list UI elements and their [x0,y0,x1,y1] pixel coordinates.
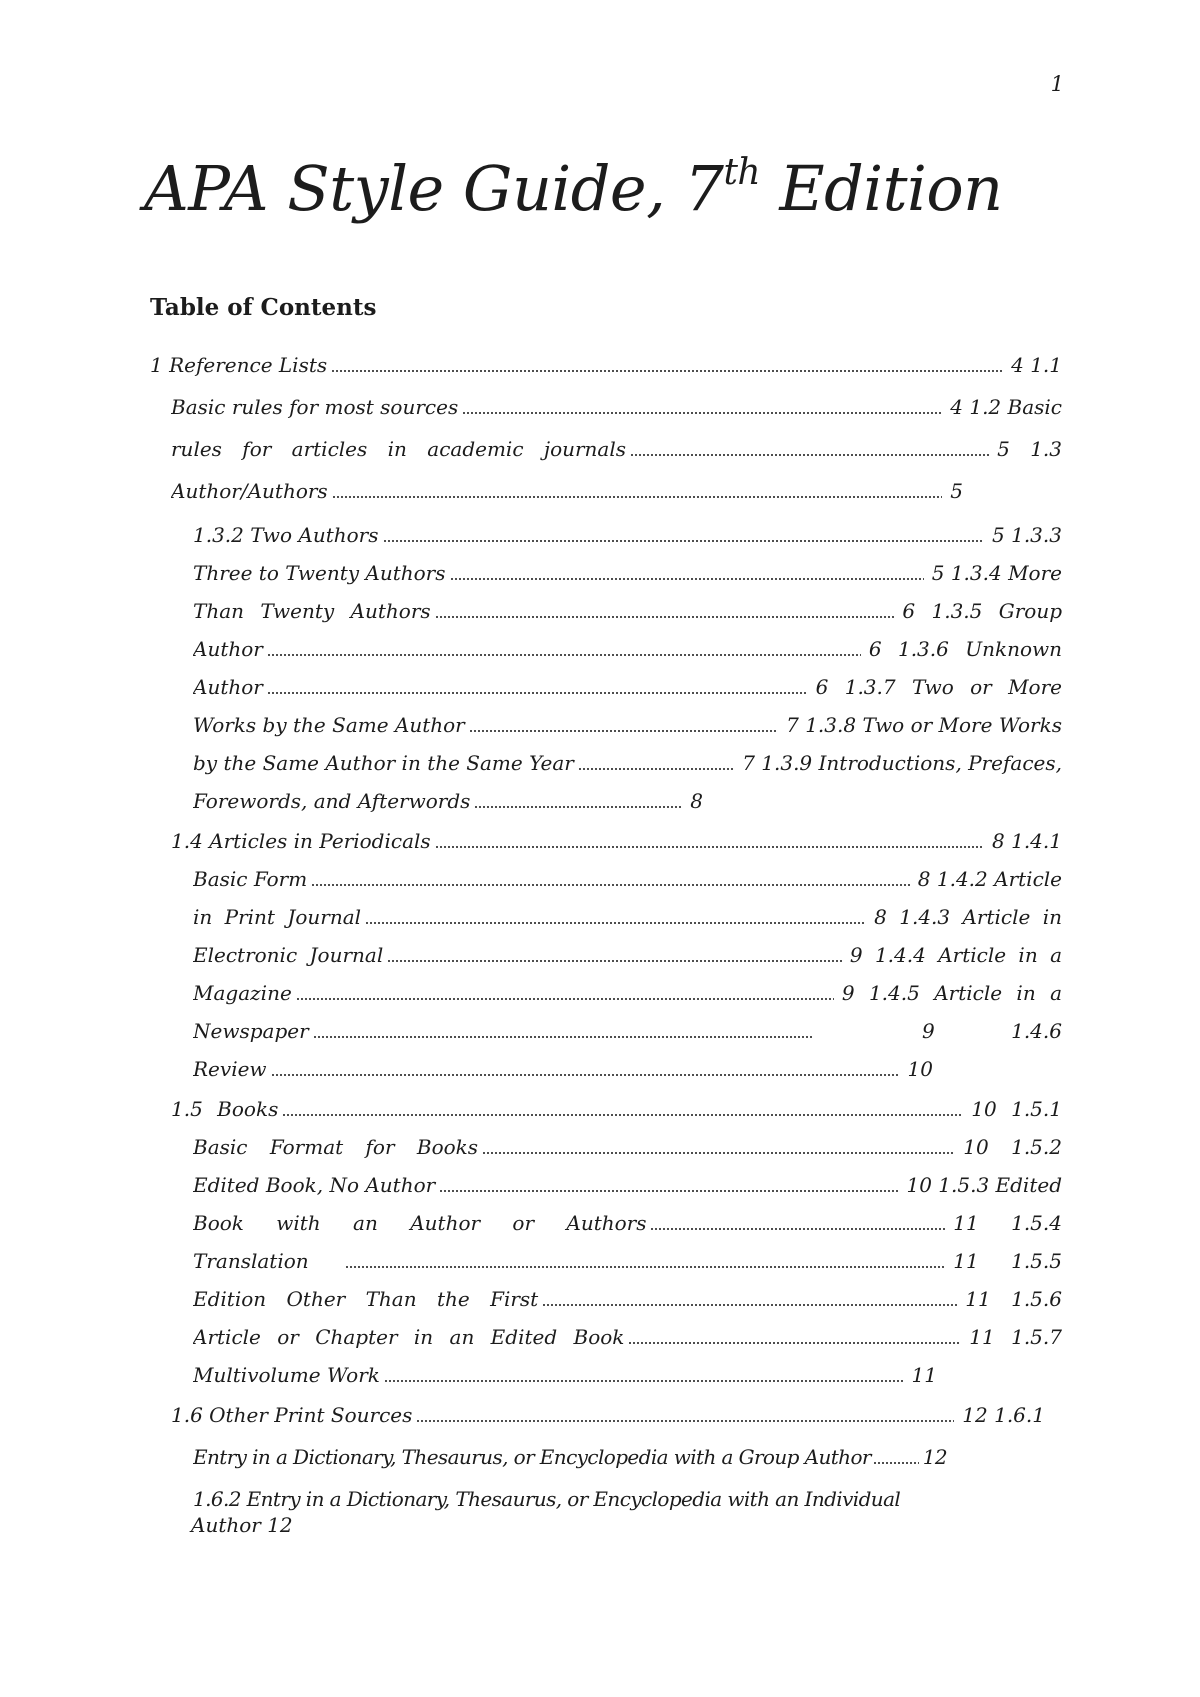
toc-entry-page: 9 1.4.6 [922,1019,1062,1043]
toc-entry-text: Book with an Author or Authors [193,1211,647,1235]
toc-entry[interactable] [193,866,1062,892]
toc-entry[interactable] [193,1018,1062,1044]
toc-entry-page: 4 1.1 [1011,353,1062,377]
dot-leader [267,654,861,656]
toc-entry-text: Edition Other Than the First [193,1287,539,1311]
dot-leader [450,578,924,580]
toc-entry-page: 8 1.4.1 [992,829,1062,853]
toc-entry-page: 12 [922,1445,947,1469]
toc-entry-text: by the Same Author in the Same Year [193,751,574,775]
toc-entry[interactable] [193,980,1062,1006]
toc-entry-text: Basic Form [193,867,308,891]
toc-entry-page: 8 1.4.2 Article [917,867,1062,891]
toc-entry-page: 11 [911,1363,937,1387]
dot-leader [383,540,985,542]
dot-leader [311,884,910,886]
toc-entry-text: Magazine [193,981,292,1005]
toc-entry-page: 10 1.5.1 [971,1097,1062,1121]
dot-leader [313,1036,813,1038]
toc-entry[interactable] [193,560,1062,586]
dot-leader [267,692,808,694]
toc-entry-page: 6 1.3.7 Two or More [815,675,1062,699]
toc-entry-text: 1.6 Other Print Sources [171,1403,413,1427]
dot-leader [542,1304,957,1306]
toc-entry-text: Author [193,675,263,699]
dot-leader [474,806,682,808]
toc-entry[interactable] [193,1172,1062,1198]
toc-entry-page: 4 1.2 Basic [950,395,1062,419]
toc-entry[interactable] [171,1096,1062,1122]
dot-leader [462,412,942,414]
toc-entry-page: 7 1.3.8 Two or More Works [786,713,1062,737]
toc-entry[interactable] [193,1248,1062,1274]
dot-leader [650,1228,945,1230]
toc-entry-page: 11 1.5.7 [969,1325,1062,1349]
toc-entry[interactable] [171,394,1062,420]
toc-entry-text: 1.3.2 Two Authors [193,523,379,547]
dot-leader [630,454,989,456]
toc-entry-page: 10 1.5.3 Edited [906,1173,1062,1197]
toc-entry-text: Newspaper [193,1019,309,1043]
toc-entry-tail-line2[interactable]: Author 12 [191,1513,293,1537]
toc-entry-page: 8 [690,789,703,813]
toc-entry-text: rules for articles in academic journals [171,437,627,461]
title-superscript: th [723,152,761,193]
toc-entry-page: 7 1.3.9 Introductions, Prefaces, [742,751,1062,775]
dot-leader [271,1074,900,1076]
toc-entry-text: Translation [193,1249,309,1273]
toc-entry-page: 6 1.3.5 Group [902,599,1062,623]
toc-entry[interactable] [193,712,1062,738]
toc-entry[interactable] [193,1134,1062,1160]
toc-entry-page: 8 1.4.3 Article in [874,905,1062,929]
toc-entry[interactable] [193,1362,937,1388]
toc-entry-text: Entry in a Dictionary, Thesaurus, or Encyclopedia with a Group Author [193,1445,871,1469]
toc-entry[interactable] [193,942,1062,968]
toc-entry[interactable] [193,904,1062,930]
dot-leader [435,846,984,848]
toc-heading: Table of Contents [150,294,377,321]
page-number: 1 [1050,72,1064,96]
toc-entry-page: 10 1.5.2 [963,1135,1062,1159]
toc-entry-text: Review [193,1057,267,1081]
toc-entry[interactable] [193,1444,947,1470]
toc-entry-page: 11 1.5.6 [965,1287,1062,1311]
dot-leader [439,1190,898,1192]
toc-entry-text: Works by the Same Author [193,713,465,737]
toc-entry-page: 11 1.5.4 [953,1211,1062,1235]
toc-entry[interactable] [171,828,1062,854]
toc-entry-page: 9 1.4.5 Article in a [841,981,1062,1005]
toc-entry[interactable] [193,788,703,814]
toc-entry-text: in Print Journal [193,905,362,929]
toc-entry[interactable] [150,352,1062,378]
dot-leader [331,370,1003,372]
dot-leader [365,922,866,924]
toc-entry-text: Basic rules for most sources [171,395,459,419]
toc-entry-page: 9 1.4.4 Article in a [849,943,1062,967]
toc-entry-page: 11 1.5.5 [953,1249,1062,1273]
toc-entry[interactable] [193,1324,1062,1350]
toc-entry-page: 5 1.3.3 [992,523,1062,547]
toc-entry[interactable] [171,436,1062,462]
toc-entry[interactable] [171,478,963,504]
dot-leader [416,1420,954,1422]
toc-entry[interactable] [193,636,1062,662]
toc-entry-page: 5 1.3.4 More [931,561,1062,585]
toc-entry-text: Article or Chapter in an Edited Book [193,1325,625,1349]
toc-entry-page: 10 [907,1057,933,1081]
dot-leader [578,768,734,770]
dot-leader [469,730,778,732]
dot-leader [384,1380,904,1382]
toc-entry-text: Author [193,637,263,661]
toc-entry[interactable] [193,598,1062,624]
toc-entry[interactable] [193,522,1062,548]
toc-entry-tail-line1[interactable]: 1.6.2 Entry in a Dictionary, Thesaurus, or Encyclopedia with an Individual [193,1487,901,1511]
title-main: APA Style Guide, 7 [144,152,724,225]
dot-leader [345,1266,946,1268]
toc-entry-text: Forewords, and Afterwords [193,789,471,813]
toc-entry-text: 1.5 Books [171,1097,279,1121]
toc-entry[interactable] [193,1286,1062,1312]
toc-entry-page: 6 1.3.6 Unknown [868,637,1062,661]
toc-entry[interactable] [193,1056,933,1082]
dot-leader [482,1152,955,1154]
toc-entry-text: Multivolume Work [193,1363,380,1387]
dot-leader [628,1342,961,1344]
document-title [144,152,1003,225]
toc-entry-page: 5 [950,479,963,503]
toc-entry-text: 1 Reference Lists [150,353,328,377]
toc-entry[interactable] [171,1402,1045,1428]
dot-leader [387,960,842,962]
toc-entry[interactable] [193,674,1062,700]
toc-entry-text: Electronic Journal [193,943,384,967]
dot-leader [296,998,834,1000]
toc-entry-text: Edited Book, No Author [193,1173,436,1197]
toc-entry-text: 1.4 Articles in Periodicals [171,829,431,853]
toc-entry-text: Author/Authors [171,479,328,503]
dot-leader [282,1114,963,1116]
toc-entry-text: Basic Format for Books [193,1135,479,1159]
toc-entry-page: 5 1.3 [997,437,1062,461]
dot-leader [435,616,895,618]
toc-entry[interactable] [193,750,1062,776]
toc-entry-page: 12 1.6.1 [962,1403,1045,1427]
title-rest: Edition [760,152,1003,225]
dot-leader [873,1462,919,1464]
toc-entry[interactable] [193,1210,1062,1236]
dot-leader [332,496,943,498]
toc-entry-text: Than Twenty Authors [193,599,431,623]
toc-entry-text: Three to Twenty Authors [193,561,446,585]
